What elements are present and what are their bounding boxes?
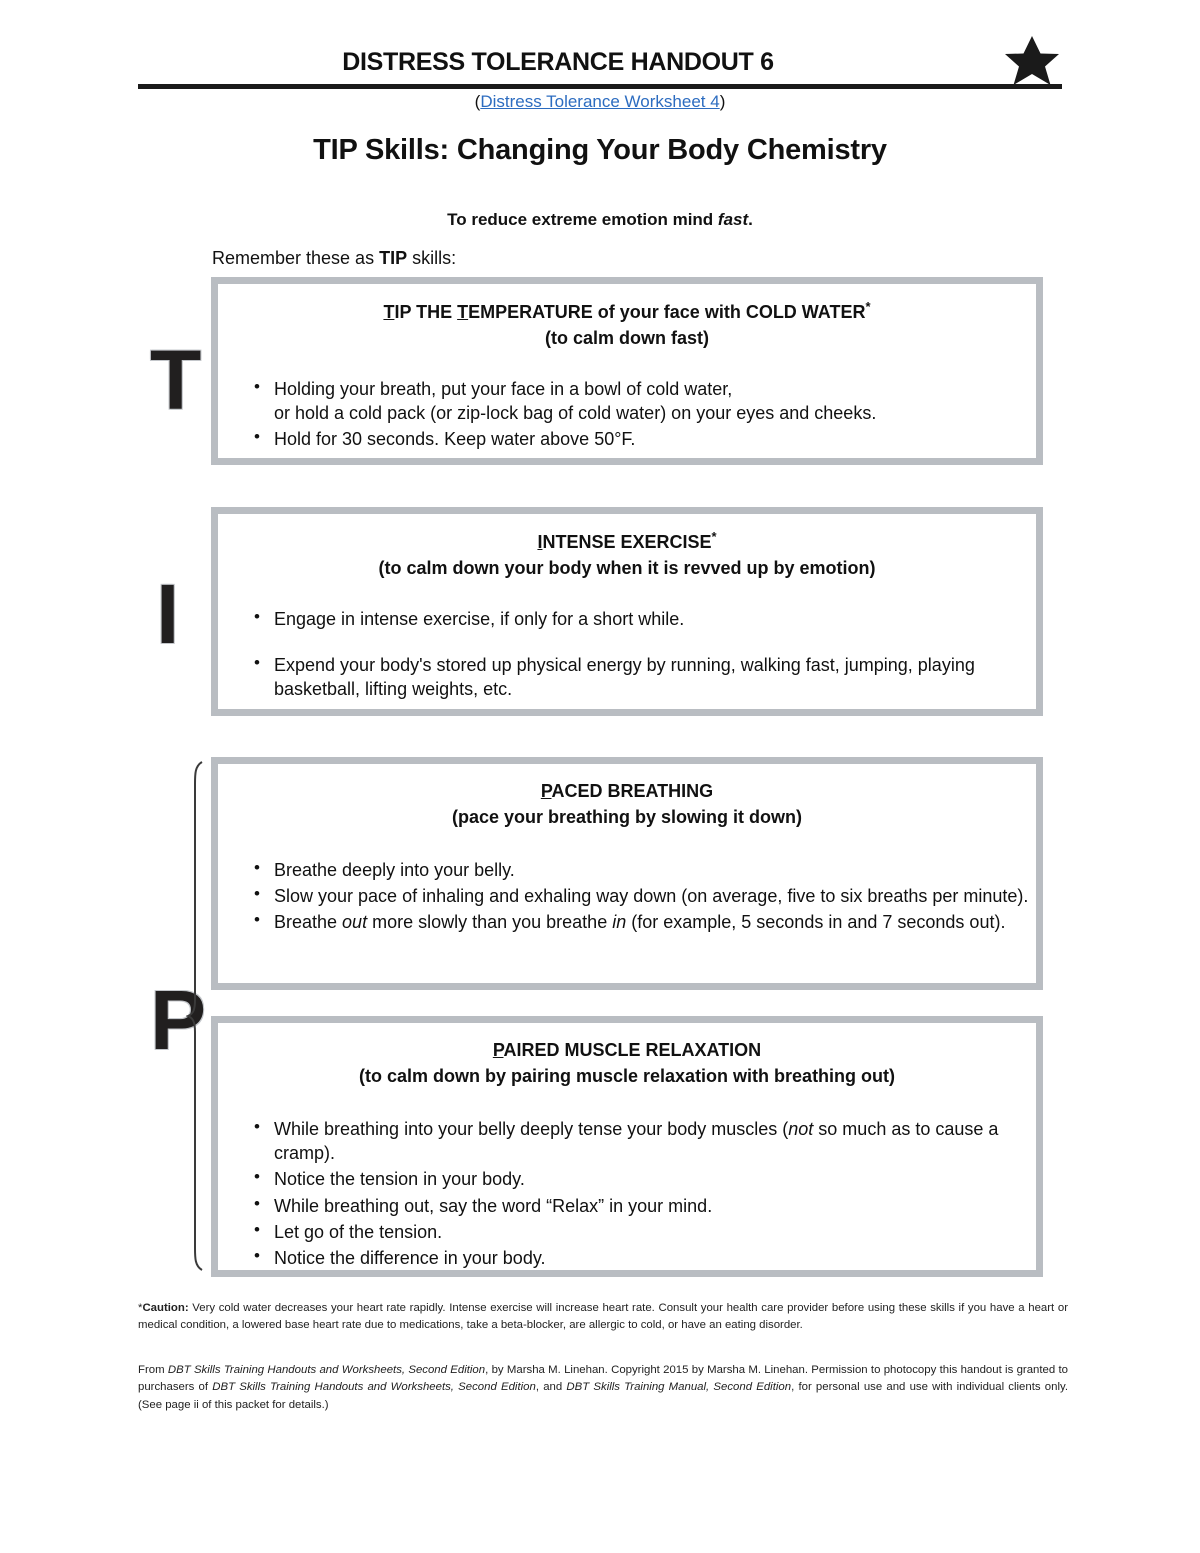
bullet-text: Expend your body's stored up physical energy by running, walking fast, jumping, playing basketball, lifting weights, etc.: [274, 655, 975, 700]
box-exercise-heading: [218, 528, 1036, 581]
source-mid-1: , by Marsha M. Linehan. Copyright 2015 by Marsha M. Linehan. Permission to photocopy this handout is granted to purchasers of: [138, 1364, 1068, 1394]
list-item: [252, 1167, 1036, 1191]
source-title-3: DBT Skills Training Manual, Second Edition: [566, 1381, 792, 1394]
box-paced-subheading: (pace your breathing by slowing it down): [451, 807, 802, 828]
worksheet-link[interactable]: Distress Tolerance Worksheet 4: [480, 92, 720, 111]
heading-underlined-t1: T: [383, 302, 395, 322]
box-paired-subheading: (to calm down by pairing muscle relaxation with breathing out): [358, 1066, 896, 1087]
header-divider: [138, 84, 1062, 89]
bullet-text: Notice the tension in your body.: [274, 1169, 525, 1190]
remember-post: skills:: [407, 248, 457, 268]
bullet-text: Hold for 30 seconds. Keep water above 50°F.: [274, 429, 636, 450]
heading-underlined-t2: T: [457, 302, 469, 322]
box-paced-heading: [218, 778, 1036, 830]
source-title-1: DBT Skills Training Handouts and Worksheets, Second Edition: [167, 1364, 486, 1376]
skill-box-paired-muscle-relaxation: [211, 1016, 1043, 1277]
page-title: TIP Skills: Changing Your Body Chemistry: [313, 134, 887, 166]
source-pre: From: [138, 1364, 168, 1376]
subtitle-italic: fast: [717, 210, 749, 229]
acronym-letter-i: I: [156, 567, 180, 661]
paren-open: (: [474, 92, 481, 111]
list-item: [252, 858, 1036, 882]
source-mid-2: , and: [535, 1381, 567, 1394]
list-item: [252, 1246, 1036, 1270]
list-item: [252, 910, 1036, 934]
bullet-text-cont: or hold a cold pack (or zip-lock bag of cold water) on your eyes and cheeks.: [274, 403, 877, 424]
footnote-marker: *: [865, 299, 871, 314]
bullet-text: While breathing out, say the word “Relax” in your mind.: [274, 1195, 713, 1216]
remember-pre: Remember these as: [212, 248, 380, 268]
skill-box-temperature: [211, 277, 1043, 465]
source-end: , for personal use and use with individual clients only. (See page ii of this packet for details.): [138, 1381, 1069, 1411]
acronym-letter-t: T: [150, 333, 202, 427]
bullet-text: Notice the difference in your body.: [274, 1247, 546, 1268]
box-exercise-subheading: (to calm down your body when it is revved up by emotion): [378, 558, 876, 579]
footnote-caution: [138, 1300, 1068, 1335]
list-item: [252, 884, 1036, 908]
list-item: [252, 1117, 1036, 1165]
list-item: [252, 377, 1036, 425]
caution-text: Very cold water decreases your heart rate rapidly. Intense exercise will increase heart rate. Consult your health care provider before using these skills if you have a heart or medical condition, a lowered base heart rate due to medications, take a beta-blocker, are allergic to cold, or have an eating disorder.: [138, 1302, 1068, 1332]
heading-underlined-p: P: [492, 1040, 504, 1060]
star-icon: [1004, 34, 1060, 86]
remember-line: [212, 248, 456, 269]
bullet-text-post: so much as to cause a cramp).: [274, 1119, 999, 1164]
subtitle-end: .: [748, 210, 753, 229]
heading-rest: AIRED MUSCLE RELAXATION: [503, 1040, 762, 1060]
box-paced-bullets: [252, 858, 1036, 934]
worksheet-reference: [0, 92, 1200, 112]
footnote-source: [138, 1362, 1068, 1414]
subtitle-normal: To reduce extreme emotion mind: [447, 210, 718, 229]
acronym-letter-p: P: [150, 973, 207, 1067]
caution-label: Caution:: [142, 1302, 189, 1314]
list-item: [252, 427, 1036, 451]
heading-underlined-i: I: [537, 532, 543, 552]
brace-icon: [186, 760, 206, 1272]
bullet-italic-not: not: [788, 1119, 814, 1140]
page-header: [138, 30, 1062, 92]
footnote-marker: *: [711, 529, 717, 544]
heading-rest: NTENSE EXERCISE: [542, 532, 712, 552]
handout-title: DISTRESS TOLERANCE HANDOUT 6: [342, 48, 774, 76]
bullet-text: Engage in intense exercise, if only for a short while.: [274, 609, 685, 630]
list-item: [252, 1220, 1036, 1244]
skill-box-paced-breathing: [211, 757, 1043, 990]
heading-rest: ACED BREATHING: [551, 781, 714, 801]
list-item: [252, 653, 1036, 701]
heading-mid1: IP THE: [394, 302, 458, 322]
box-temperature-heading: [218, 298, 1036, 351]
bullet-text-mid: more slowly than you breathe: [367, 912, 613, 933]
bullet-text: Let go of the tension.: [274, 1221, 443, 1242]
heading-mid2: EMPERATURE of your face with COLD WATER: [468, 302, 866, 322]
bullet-italic-in: in: [612, 912, 627, 933]
bullet-text-pre: While breathing into your belly deeply tense your body muscles (: [274, 1119, 789, 1140]
source-title-2: DBT Skills Training Handouts and Worksheets, Second Edition: [212, 1381, 536, 1394]
bullet-text: Holding your breath, put your face in a bowl of cold water,: [274, 379, 733, 400]
box-exercise-bullets: [252, 607, 1036, 701]
remember-acronym: TIP: [379, 248, 408, 268]
bullet-text: Breathe deeply into your belly.: [274, 860, 515, 881]
heading-underlined-p: P: [540, 781, 552, 801]
paren-close: ): [719, 92, 726, 111]
bullet-text-pre: Breathe: [274, 912, 343, 933]
skill-box-intense-exercise: [211, 507, 1043, 716]
bullet-italic-out: out: [342, 912, 368, 933]
list-item: [252, 607, 1036, 631]
box-temperature-subheading: (to calm down fast): [544, 328, 709, 349]
box-temperature-bullets: [252, 377, 1036, 451]
box-paired-heading: [218, 1037, 1036, 1089]
list-item: [252, 1194, 1036, 1218]
subtitle: [0, 210, 1200, 230]
bullet-text: Slow your pace of inhaling and exhaling way down (on average, five to six breaths per minute).: [274, 886, 1029, 907]
box-paired-bullets: [252, 1117, 1036, 1270]
caution-marker: *: [138, 1302, 143, 1314]
bullet-text-post: (for example, 5 seconds in and 7 seconds out).: [626, 912, 1006, 933]
